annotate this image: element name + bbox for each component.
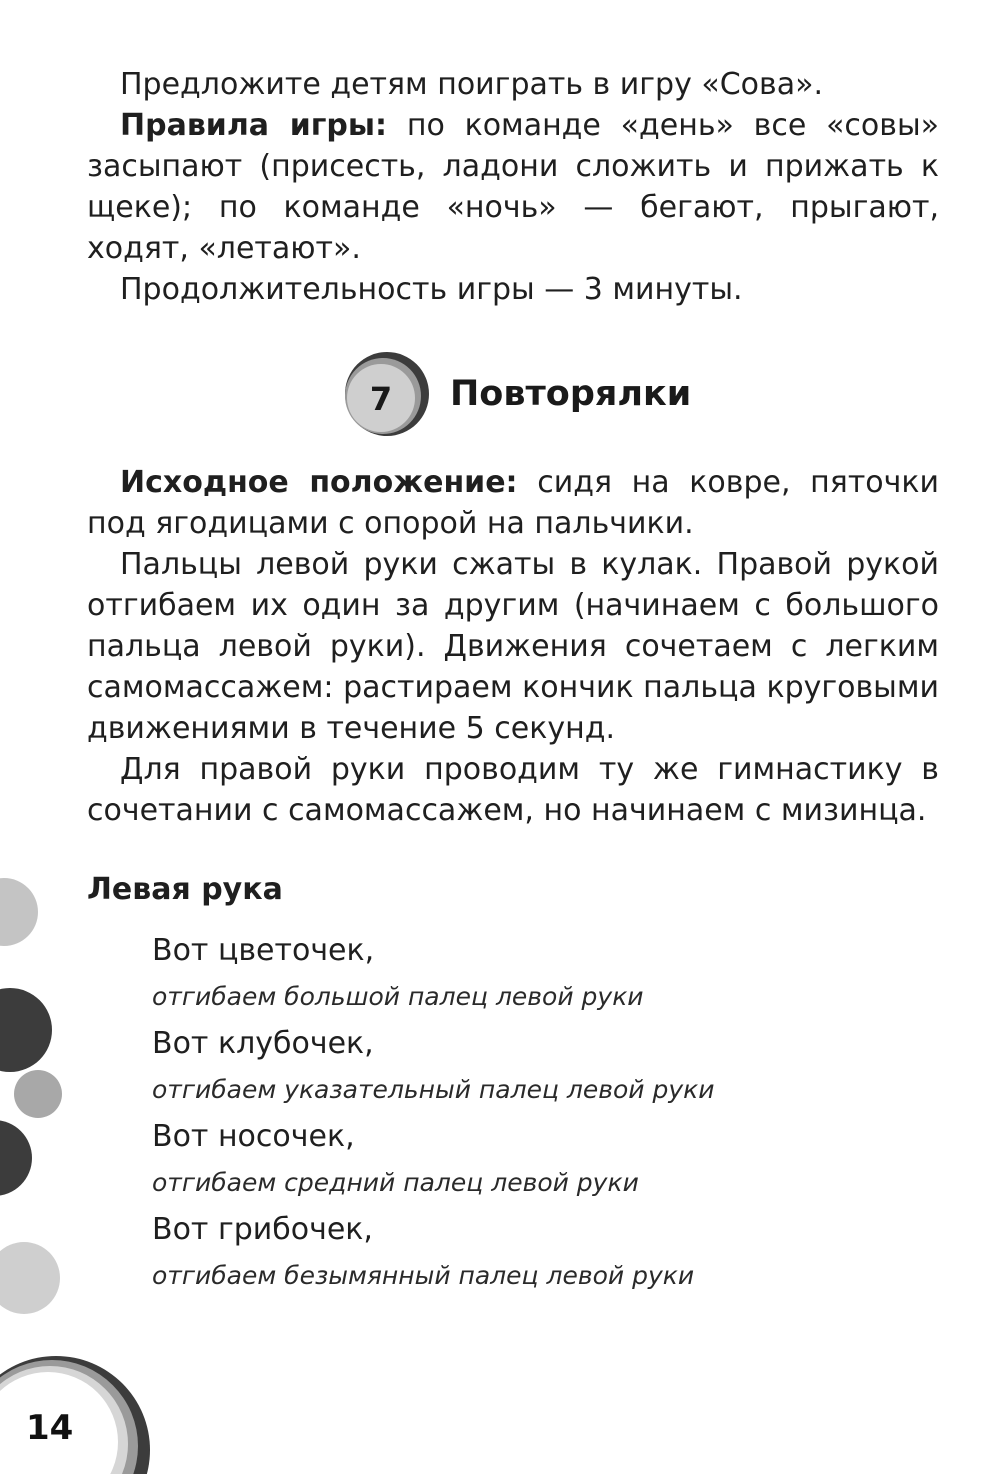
starting-position-text: сидя на ковре, пяточки под ягодицами с опорой на пальчики.	[87, 465, 939, 541]
decor-circle-light-top	[0, 878, 38, 946]
left-hand-instructions: Пальцы левой руки сжаты в кулак. Правой рукой отгибаем их один за другим (начинаем с большого пальца левой руки). Движения сочетаем с легким самомассажем: растираем кончик пальца круговыми движениями в течение 5 секунд.	[87, 547, 939, 746]
poem-note-1: отгибаем большой палец левой руки	[152, 982, 644, 1011]
intro-paragraph-1: Предложите детям поиграть в игру «Сова».	[120, 67, 823, 102]
poem-verse-1: Вот цветочек,	[152, 933, 375, 968]
poem-verse-2: Вот клубочек,	[152, 1026, 374, 1061]
section-number-badge	[340, 348, 440, 440]
poem	[152, 927, 932, 1299]
poem-note-2: отгибаем указательный палец левой руки	[152, 1075, 715, 1104]
rules-label: Правила игры:	[120, 108, 388, 143]
starting-position-label: Исходное положение:	[120, 465, 518, 500]
starting-position-paragraph	[87, 462, 939, 544]
decor-circle-light-bottom	[0, 1242, 60, 1314]
section-title: Повторялки	[450, 374, 692, 414]
right-hand-instructions: Для правой руки проводим ту же гимнастику в сочетании с самомассажем, но начинаем с мизинца.	[87, 752, 939, 828]
intro-text	[87, 64, 939, 310]
page-number: 14	[26, 1408, 74, 1448]
exercise-text	[87, 462, 939, 831]
section-header	[340, 348, 760, 440]
section-number: 7	[369, 380, 393, 418]
poem-verse-3: Вот носочек,	[152, 1119, 355, 1154]
poem-verse-4: Вот грибочек,	[152, 1212, 373, 1247]
poem-note-3: отгибаем средний палец левой руки	[152, 1168, 639, 1197]
decor-circle-dark-1	[0, 988, 52, 1072]
poem-note-4: отгибаем безымянный палец левой руки	[152, 1261, 695, 1290]
decor-circle-mid-small	[14, 1070, 62, 1118]
poem-heading: Левая рука	[87, 872, 283, 907]
rules-paragraph	[87, 105, 939, 269]
duration-paragraph: Продолжительность игры — 3 минуты.	[120, 272, 743, 307]
decor-circle-dark-2	[0, 1120, 32, 1196]
rules-text: по команде «день» все «совы» засыпают (присесть, ладони сложить и прижать к щеке); по команде «ночь» — бегают, прыгают, ходят, «летают».	[87, 108, 939, 266]
